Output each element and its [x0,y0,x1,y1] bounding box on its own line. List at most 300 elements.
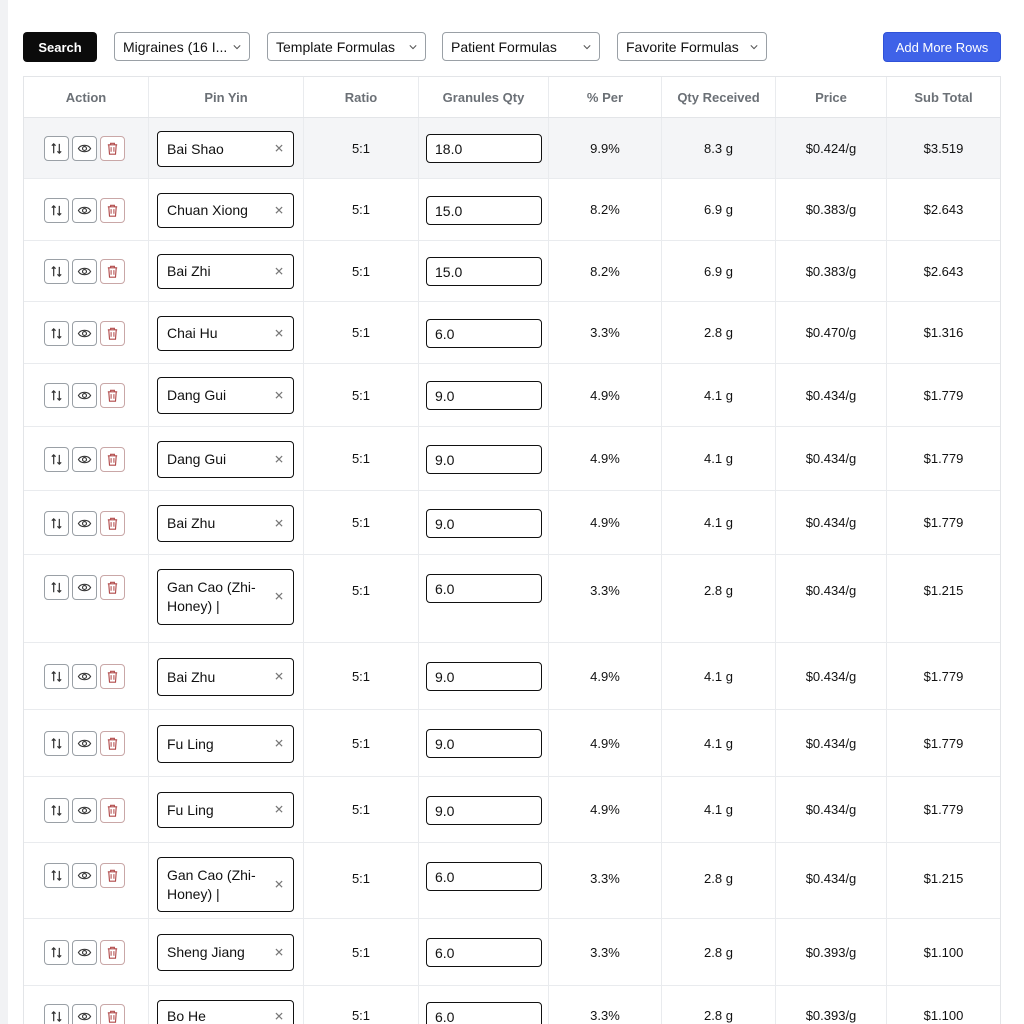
ratio-cell: 5:1 [304,555,419,642]
pin-yin-select[interactable] [157,441,294,478]
sub-total-cell: $1.215 [923,871,964,886]
view-button[interactable] [72,511,97,536]
pin-yin-select[interactable] [157,792,294,828]
percent-per-cell: 8.2% [549,241,662,301]
pin-yin-select[interactable] [157,658,294,696]
toolbar [23,32,1001,62]
trash-icon [105,868,120,883]
ratio-cell: 5:1 [304,643,419,709]
reorder-arrows-icon [49,264,64,279]
granules-qty-input[interactable] [426,134,542,163]
view-button[interactable] [72,198,97,223]
reorder-arrows-icon [49,452,64,467]
granules-qty-cell [419,710,549,776]
table-row [24,118,1000,179]
reorder-button[interactable] [44,511,69,536]
qty-received-cell: 2.8 g [662,555,776,642]
pin-yin-value: Fu Ling [167,735,214,752]
price-cell: $0.393/g [776,919,887,985]
view-button[interactable] [72,940,97,965]
price-cell: $0.383/g [776,179,887,240]
price-cell: $0.470/g [776,302,887,363]
pin-yin-value: Gan Cao (Zhi-Honey) | [167,866,256,902]
reorder-button[interactable] [44,383,69,408]
granules-qty-cell [419,427,549,490]
trash-icon [105,945,120,960]
reorder-arrows-icon [49,516,64,531]
action-cell [24,179,149,240]
formula-table [23,76,1001,1024]
chevron-down-icon [233,43,241,51]
action-cell [24,986,149,1024]
granules-qty-value: 9.0 [435,802,455,819]
percent-per-cell: 3.3% [549,986,662,1024]
pin-yin-cell [149,710,304,776]
eye-icon [77,203,92,218]
pin-yin-value: Sheng Jiang [167,944,245,960]
clear-x-icon[interactable]: ✕ [273,203,284,217]
qty-received-cell: 4.1 g [662,710,776,776]
template-formulas-label: Template Formulas [276,38,396,55]
trash-icon [105,203,120,218]
price-cell: $0.434/g [776,843,887,918]
delete-button[interactable] [100,664,125,689]
price-cell: $0.434/g [776,364,887,426]
reorder-arrows-icon [49,669,64,684]
pin-yin-value: Bai Zhu [167,515,216,531]
sub-total-cell: $2.643 [923,263,964,279]
table-row [24,427,1000,491]
granules-qty-value: 9.0 [435,515,455,532]
reorder-arrows-icon [49,388,64,403]
eye-icon [77,868,92,883]
pin-yin-cell [149,777,304,842]
granules-qty-input[interactable] [426,196,542,225]
reorder-button[interactable] [44,259,69,284]
percent-per-cell: 8.2% [549,179,662,240]
reorder-button[interactable] [44,798,69,823]
granules-qty-cell [419,555,549,642]
table-row [24,302,1000,364]
reorder-button[interactable] [44,447,69,472]
delete-button[interactable] [100,511,125,536]
percent-per-cell: 4.9% [549,491,662,554]
table-row [24,643,1000,710]
pin-yin-cell [149,491,304,554]
migraines-dropdown-label: Migraines (16 I... [123,38,228,55]
granules-qty-input[interactable] [426,445,542,474]
clear-x-icon[interactable]: ✕ [273,516,284,530]
qty-received-cell: 4.1 g [662,491,776,554]
eye-icon [77,736,92,751]
reorder-button[interactable] [44,575,69,600]
ratio-cell: 5:1 [304,491,419,554]
pin-yin-select[interactable] [157,254,294,289]
pin-yin-select[interactable] [157,377,294,414]
trash-icon [105,388,120,403]
eye-icon [77,452,92,467]
delete-button[interactable] [100,198,125,223]
reorder-button[interactable] [44,321,69,346]
delete-button[interactable] [100,321,125,346]
action-cell [24,777,149,842]
pin-yin-cell [149,241,304,301]
trash-icon [105,736,120,751]
action-cell [24,364,149,426]
ratio-cell: 5:1 [304,843,419,918]
delete-button[interactable] [100,383,125,408]
granules-qty-input[interactable] [426,862,542,891]
search-button[interactable]: Search [23,32,97,62]
price-cell: $0.434/g [776,777,887,842]
pin-yin-value: Chai Hu [167,325,218,341]
chevron-down-icon [750,43,758,51]
ratio-cell: 5:1 [304,919,419,985]
header-sub-total: Sub Total [914,89,973,105]
price-cell: $0.434/g [776,555,887,642]
trash-icon [105,580,120,595]
view-button[interactable] [72,863,97,888]
granules-qty-input[interactable] [426,319,542,348]
sub-total-cell: $1.779 [923,387,964,403]
header-pin-yin: Pin Yin [149,77,304,117]
pin-yin-select[interactable] [157,857,294,912]
granules-qty-value: 6.0 [435,325,455,342]
delete-button[interactable] [100,136,125,161]
eye-icon [77,516,92,531]
percent-per-cell: 4.9% [549,710,662,776]
price-cell: $0.393/g [776,986,887,1024]
view-button[interactable] [72,1004,97,1024]
action-cell [24,843,149,918]
reorder-arrows-icon [49,736,64,751]
qty-received-cell: 6.9 g [662,179,776,240]
eye-icon [77,264,92,279]
ratio-cell: 5:1 [304,364,419,426]
reorder-arrows-icon [49,580,64,595]
clear-x-icon[interactable]: ✕ [273,452,284,466]
left-edge-rule [0,0,8,1024]
eye-icon [77,326,92,341]
patient-formulas-label: Patient Formulas [451,38,557,55]
pin-yin-select[interactable] [157,131,294,167]
granules-qty-cell [419,491,549,554]
reorder-button[interactable] [44,731,69,756]
qty-received-cell: 2.8 g [662,986,776,1024]
eye-icon [77,580,92,595]
qty-received-cell: 4.1 g [662,643,776,709]
header-action: Action [24,77,149,117]
chevron-down-icon [583,43,591,51]
sub-total-cell: $1.779 [923,451,964,466]
eye-icon [77,669,92,684]
eye-icon [77,388,92,403]
reorder-button[interactable] [44,136,69,161]
ratio-cell: 5:1 [304,427,419,490]
action-cell [24,555,149,642]
clear-x-icon[interactable]: ✕ [273,736,284,751]
reorder-arrows-icon [49,326,64,341]
clear-x-icon[interactable]: ✕ [273,945,284,959]
delete-button[interactable] [100,798,125,823]
pin-yin-cell [149,179,304,240]
granules-qty-cell [419,986,549,1024]
sub-total-cell: $2.643 [923,202,964,217]
favorite-formulas-dropdown[interactable] [617,32,767,61]
add-more-rows-button[interactable]: Add More Rows [883,32,1001,62]
trash-icon [105,141,120,156]
percent-per-cell: 9.9% [549,118,662,178]
ratio-cell: 5:1 [304,179,419,240]
granules-qty-cell [419,302,549,363]
percent-per-cell: 4.9% [549,364,662,426]
table-row [24,179,1000,241]
delete-button[interactable] [100,259,125,284]
patient-formulas-dropdown[interactable] [442,32,600,61]
granules-qty-input[interactable] [426,381,542,410]
pin-yin-value: Bai Shao [167,140,224,157]
granules-qty-value: 9.0 [435,735,455,752]
reorder-button[interactable] [44,940,69,965]
eye-icon [77,803,92,818]
header-percent-per: % Per [549,77,662,117]
granules-qty-input[interactable] [426,257,542,286]
price-cell: $0.434/g [776,710,887,776]
ratio-cell: 5:1 [304,241,419,301]
granules-qty-value: 6.0 [435,580,455,597]
trash-icon [105,452,120,467]
qty-received-cell: 2.8 g [662,919,776,985]
granules-qty-input[interactable] [426,796,542,825]
price-cell: $0.383/g [776,241,887,301]
pin-yin-select[interactable] [157,569,294,625]
granules-qty-value: 18.0 [435,140,463,157]
granules-qty-value: 9.0 [435,668,455,685]
clear-x-icon[interactable]: ✕ [273,669,284,684]
pin-yin-value: Fu Ling [167,801,214,818]
reorder-arrows-icon [49,203,64,218]
pin-yin-value: Gan Cao (Zhi-Honey) | [167,579,256,614]
percent-per-cell: 4.9% [549,427,662,490]
chevron-down-icon [409,43,417,51]
sub-total-cell: $1.779 [923,802,964,817]
granules-qty-cell [419,241,549,301]
pin-yin-cell [149,643,304,709]
reorder-arrows-icon [49,945,64,960]
action-cell [24,643,149,709]
pin-yin-select[interactable] [157,316,294,351]
view-button[interactable] [72,447,97,472]
header-ratio: Ratio [304,77,419,117]
price-cell: $0.434/g [776,643,887,709]
percent-per-cell: 3.3% [549,555,662,642]
pin-yin-cell [149,919,304,985]
delete-button[interactable] [100,447,125,472]
granules-qty-input[interactable] [426,509,542,538]
trash-icon [105,1009,120,1024]
qty-received-cell: 2.8 g [662,843,776,918]
reorder-arrows-icon [49,141,64,156]
percent-per-cell: 4.9% [549,777,662,842]
percent-per-cell: 3.3% [549,919,662,985]
sub-total-cell: $1.779 [923,515,964,530]
qty-received-cell: 6.9 g [662,241,776,301]
qty-received-cell: 4.1 g [662,777,776,842]
reorder-button[interactable] [44,198,69,223]
granules-qty-cell [419,179,549,240]
view-button[interactable] [72,321,97,346]
percent-per-cell: 4.9% [549,643,662,709]
granules-qty-value: 6.0 [435,868,455,885]
reorder-arrows-icon [49,868,64,883]
pin-yin-cell [149,118,304,178]
view-button[interactable] [72,136,97,161]
granules-qty-value: 9.0 [435,387,455,404]
clear-x-icon[interactable]: ✕ [273,388,284,402]
table-row [24,777,1000,843]
pin-yin-select[interactable] [157,725,294,763]
pin-yin-value: Dang Gui [167,451,227,467]
pin-yin-value: Bai Zhu [167,668,216,685]
granules-qty-input[interactable] [426,1002,542,1024]
granules-qty-value: 9.0 [435,451,455,468]
trash-icon [105,669,120,684]
table-row [24,491,1000,555]
delete-button[interactable] [100,731,125,756]
table-row [24,710,1000,777]
pin-yin-cell [149,986,304,1024]
template-formulas-dropdown[interactable] [267,32,426,61]
table-row [24,843,1000,919]
sub-total-cell: $1.215 [923,583,964,598]
action-cell [24,491,149,554]
view-button[interactable] [72,731,97,756]
pin-yin-cell [149,364,304,426]
ratio-cell: 5:1 [304,710,419,776]
header-price: Price [776,77,887,117]
delete-button[interactable] [100,940,125,965]
pin-yin-value: Bo He [167,1008,206,1024]
sub-total-cell: $3.519 [923,140,964,156]
granules-qty-cell [419,777,549,842]
pin-yin-value: Dang Gui [167,387,227,403]
qty-received-cell: 4.1 g [662,364,776,426]
granules-qty-cell [419,919,549,985]
delete-button[interactable] [100,863,125,888]
pin-yin-value: Bai Zhi [167,263,211,279]
eye-icon [77,141,92,156]
table-row [24,986,1000,1024]
sub-total-cell: $1.779 [923,668,964,684]
percent-per-cell: 3.3% [549,302,662,363]
granules-qty-cell [419,364,549,426]
action-cell [24,710,149,776]
reorder-button[interactable] [44,664,69,689]
clear-x-icon[interactable]: ✕ [273,326,284,340]
granules-qty-input[interactable] [426,729,542,758]
pin-yin-cell [149,555,304,642]
granules-qty-value: 6.0 [435,1008,455,1024]
ratio-cell: 5:1 [304,777,419,842]
trash-icon [105,326,120,341]
pin-yin-cell [149,427,304,490]
pin-yin-cell [149,843,304,918]
action-cell [24,919,149,985]
ratio-cell: 5:1 [304,986,419,1024]
qty-received-cell: 8.3 g [662,118,776,178]
price-cell: $0.434/g [776,427,887,490]
header-qty-received: Qty Received [662,77,776,117]
view-button[interactable] [72,798,97,823]
delete-button[interactable] [100,575,125,600]
granules-qty-value: 6.0 [435,944,455,961]
clear-x-icon[interactable]: ✕ [273,264,284,278]
granules-qty-cell [419,118,549,178]
pin-yin-cell [149,302,304,363]
granules-qty-value: 15.0 [435,263,463,280]
qty-received-cell: 4.1 g [662,427,776,490]
table-row [24,364,1000,427]
granules-qty-cell [419,843,549,918]
sub-total-cell: $1.100 [923,944,964,960]
pin-yin-select[interactable] [157,505,294,542]
action-cell [24,427,149,490]
pin-yin-select[interactable] [157,934,294,971]
action-cell [24,302,149,363]
trash-icon [105,516,120,531]
sub-total-cell: $1.779 [923,735,964,751]
view-button[interactable] [72,383,97,408]
view-button[interactable] [72,575,97,600]
header-granules-qty: Granules Qty [419,77,549,117]
eye-icon [77,945,92,960]
clear-x-icon[interactable]: ✕ [273,877,284,891]
table-row [24,241,1000,302]
sub-total-cell: $1.316 [923,325,964,340]
trash-icon [105,264,120,279]
granules-qty-cell [419,643,549,709]
pin-yin-value: Chuan Xiong [167,202,248,218]
pin-yin-select[interactable] [157,193,294,228]
table-row [24,919,1000,986]
price-cell: $0.424/g [776,118,887,178]
delete-button[interactable] [100,1004,125,1024]
action-cell [24,241,149,301]
clear-x-icon[interactable]: ✕ [273,141,284,156]
granules-qty-value: 15.0 [435,202,463,219]
migraines-dropdown[interactable] [114,32,250,61]
clear-x-icon[interactable]: ✕ [273,589,284,604]
view-button[interactable] [72,259,97,284]
ratio-cell: 5:1 [304,302,419,363]
ratio-cell: 5:1 [304,118,419,178]
sub-total-cell: $1.100 [923,1008,964,1023]
clear-x-icon[interactable]: ✕ [273,1009,284,1023]
granules-qty-input[interactable] [426,662,542,691]
granules-qty-input[interactable] [426,938,542,967]
eye-icon [77,1009,92,1024]
pin-yin-select[interactable] [157,1000,294,1024]
reorder-button[interactable] [44,863,69,888]
trash-icon [105,803,120,818]
table-header [24,76,1000,118]
reorder-button[interactable] [44,1004,69,1024]
table-row [24,555,1000,643]
view-button[interactable] [72,664,97,689]
clear-x-icon[interactable]: ✕ [273,802,284,817]
granules-qty-input[interactable] [426,574,542,603]
percent-per-cell: 3.3% [549,843,662,918]
